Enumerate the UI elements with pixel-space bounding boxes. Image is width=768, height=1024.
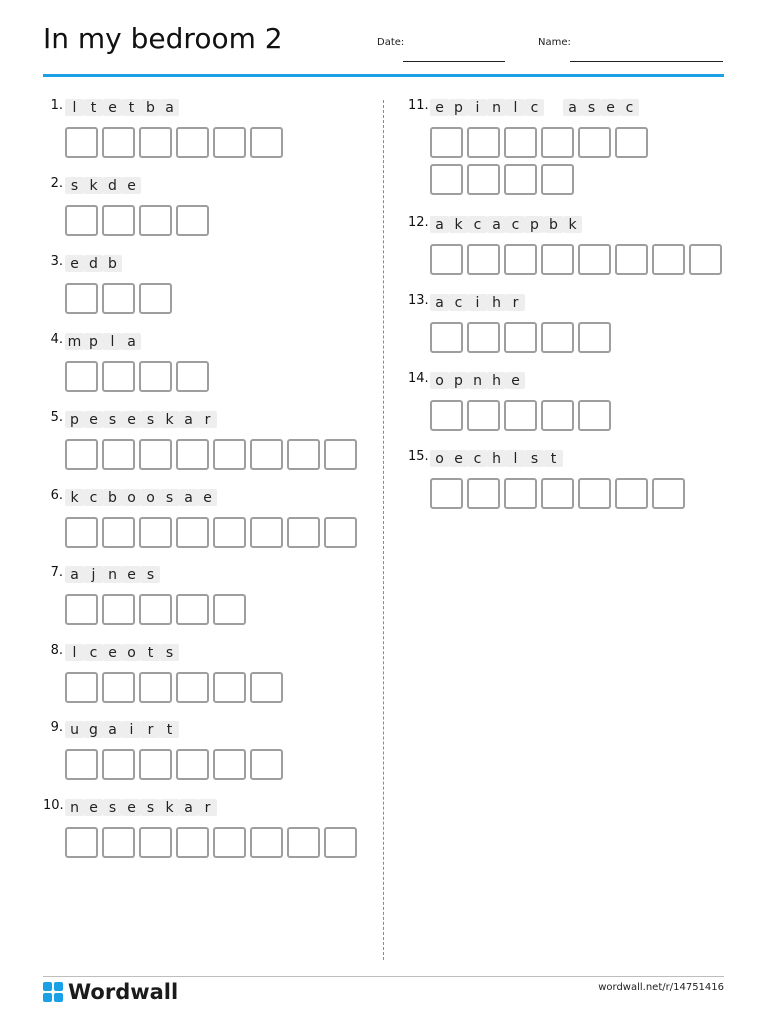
scrambled-letters	[65, 644, 179, 661]
item-number: 5.	[50, 410, 63, 425]
answer-boxes	[430, 244, 730, 275]
item-number: 3.	[50, 254, 63, 269]
answer-box[interactable]	[430, 164, 463, 195]
letter-tile: a	[487, 216, 506, 233]
letter-tile: b	[103, 489, 122, 506]
letter-tile: e	[84, 411, 103, 428]
letter-tile: n	[468, 372, 487, 389]
answer-box[interactable]	[430, 127, 463, 158]
answer-box[interactable]	[578, 127, 611, 158]
answer-boxes	[430, 400, 730, 431]
letter-tile: o	[430, 372, 449, 389]
answer-box[interactable]	[65, 205, 98, 236]
answer-box[interactable]	[467, 478, 500, 509]
answer-box[interactable]	[541, 322, 574, 353]
answer-box[interactable]	[139, 127, 172, 158]
letter-tile: s	[141, 566, 160, 583]
answer-boxes	[65, 517, 365, 548]
letter-tile: l	[506, 450, 525, 467]
letter-tile: e	[449, 450, 468, 467]
letter-tile: b	[544, 216, 563, 233]
letter-tile: c	[449, 294, 468, 311]
letter-tile: i	[468, 294, 487, 311]
letter-tile: a	[430, 294, 449, 311]
brand-name: Wordwall	[68, 980, 179, 1004]
letter-tile: t	[84, 99, 103, 116]
letter-tile: b	[141, 99, 160, 116]
answer-box[interactable]	[139, 672, 172, 703]
answer-box[interactable]	[467, 400, 500, 431]
letter-tile: s	[525, 450, 544, 467]
answer-box[interactable]	[102, 594, 135, 625]
letter-tile: c	[525, 99, 544, 116]
answer-box[interactable]	[430, 322, 463, 353]
letter-tile: s	[141, 799, 160, 816]
answer-box[interactable]	[324, 827, 357, 858]
letter-tile: e	[506, 372, 525, 389]
answer-box[interactable]	[430, 244, 463, 275]
letter-tile: e	[122, 411, 141, 428]
answer-box[interactable]	[615, 244, 648, 275]
letter-tile: a	[179, 799, 198, 816]
letter-tile: a	[160, 99, 179, 116]
answer-box[interactable]	[139, 517, 172, 548]
letter-tile: p	[449, 99, 468, 116]
scrambled-letters	[65, 333, 141, 350]
answer-box[interactable]	[65, 283, 98, 314]
letter-tile: l	[103, 333, 122, 350]
item-number: 14.	[408, 371, 429, 386]
answer-box[interactable]	[615, 127, 648, 158]
answer-box[interactable]	[176, 127, 209, 158]
answer-box[interactable]	[615, 478, 648, 509]
letter-tile: h	[487, 450, 506, 467]
letter-tile: i	[122, 721, 141, 738]
answer-box[interactable]	[213, 749, 246, 780]
answer-box[interactable]	[139, 594, 172, 625]
answer-box[interactable]	[213, 672, 246, 703]
letter-tile: d	[103, 177, 122, 194]
answer-box[interactable]	[467, 127, 500, 158]
name-field[interactable]	[570, 61, 723, 62]
letter-tile: c	[84, 489, 103, 506]
letter-tile: a	[179, 411, 198, 428]
letter-tile: s	[582, 99, 601, 116]
answer-box[interactable]	[541, 478, 574, 509]
scrambled-letters	[430, 99, 639, 116]
answer-box[interactable]	[578, 322, 611, 353]
letter-tile: d	[84, 255, 103, 272]
letter-tile: r	[198, 799, 217, 816]
letter-tile: c	[468, 216, 487, 233]
answer-box[interactable]	[541, 164, 574, 195]
letter-tile: k	[65, 489, 84, 506]
answer-box[interactable]	[176, 439, 209, 470]
answer-box[interactable]	[430, 478, 463, 509]
letter-tile: a	[122, 333, 141, 350]
letter-tile: s	[65, 177, 84, 194]
answer-box[interactable]	[287, 439, 320, 470]
answer-box[interactable]	[213, 439, 246, 470]
scrambled-letters	[430, 294, 525, 311]
letter-tile: b	[103, 255, 122, 272]
footer-divider	[43, 976, 724, 977]
letter-tile: k	[160, 411, 179, 428]
item-number: 7.	[50, 565, 63, 580]
letter-tile: g	[84, 721, 103, 738]
letter-tile: p	[525, 216, 544, 233]
answer-box[interactable]	[176, 827, 209, 858]
answer-boxes	[65, 361, 365, 392]
answer-box[interactable]	[324, 439, 357, 470]
letter-tile: t	[160, 721, 179, 738]
header-divider	[43, 74, 724, 77]
answer-box[interactable]	[102, 361, 135, 392]
letter-tile: k	[160, 799, 179, 816]
letter-tile: l	[506, 99, 525, 116]
answer-box[interactable]	[250, 517, 283, 548]
answer-box[interactable]	[65, 749, 98, 780]
answer-box[interactable]	[139, 749, 172, 780]
letter-tile: t	[141, 644, 160, 661]
letter-tile: r	[141, 721, 160, 738]
letter-tile: e	[122, 799, 141, 816]
letter-tile: e	[430, 99, 449, 116]
letter-tile: c	[620, 99, 639, 116]
item-number: 11.	[408, 98, 429, 113]
answer-box[interactable]	[65, 517, 98, 548]
item-number: 6.	[50, 488, 63, 503]
letter-tile: n	[65, 799, 84, 816]
letter-tile: o	[122, 644, 141, 661]
answer-box[interactable]	[102, 127, 135, 158]
answer-box[interactable]	[176, 594, 209, 625]
letter-tile: c	[84, 644, 103, 661]
answer-boxes	[430, 127, 654, 195]
letter-tile: l	[65, 99, 84, 116]
letter-tile: c	[468, 450, 487, 467]
answer-boxes	[65, 205, 365, 236]
answer-box[interactable]	[250, 827, 283, 858]
answer-boxes	[65, 439, 365, 470]
answer-box[interactable]	[139, 439, 172, 470]
answer-box[interactable]	[176, 205, 209, 236]
letter-tile: m	[65, 333, 84, 350]
answer-box[interactable]	[652, 244, 685, 275]
letter-tile: e	[198, 489, 217, 506]
answer-box[interactable]	[504, 400, 537, 431]
answer-box[interactable]	[541, 400, 574, 431]
letter-tile: o	[430, 450, 449, 467]
answer-box[interactable]	[176, 749, 209, 780]
letter-tile: a	[179, 489, 198, 506]
answer-box[interactable]	[250, 127, 283, 158]
answer-box[interactable]	[504, 127, 537, 158]
name-label: Name:	[538, 37, 571, 48]
date-label: Date:	[377, 37, 405, 48]
answer-box[interactable]	[504, 164, 537, 195]
scrambled-letters	[430, 216, 582, 233]
letter-tile: h	[487, 372, 506, 389]
answer-box[interactable]	[65, 361, 98, 392]
answer-boxes	[430, 322, 730, 353]
letter-tile: s	[103, 799, 122, 816]
answer-box[interactable]	[504, 322, 537, 353]
answer-box[interactable]	[430, 400, 463, 431]
answer-box[interactable]	[102, 205, 135, 236]
letter-tile: i	[468, 99, 487, 116]
letter-tile: k	[84, 177, 103, 194]
answer-box[interactable]	[504, 244, 537, 275]
letter-tile: k	[449, 216, 468, 233]
letter-tile	[544, 99, 563, 116]
letter-tile: p	[65, 411, 84, 428]
scrambled-letters	[65, 489, 217, 506]
answer-box[interactable]	[139, 361, 172, 392]
answer-boxes	[65, 749, 365, 780]
answer-box[interactable]	[102, 672, 135, 703]
letter-tile: o	[141, 489, 160, 506]
scrambled-letters	[65, 799, 217, 816]
letter-tile: e	[122, 566, 141, 583]
letter-tile: a	[65, 566, 84, 583]
answer-boxes	[65, 127, 365, 158]
answer-box[interactable]	[504, 478, 537, 509]
answer-box[interactable]	[467, 322, 500, 353]
answer-boxes	[430, 478, 730, 509]
answer-box[interactable]	[467, 244, 500, 275]
letter-tile: r	[506, 294, 525, 311]
item-number: 13.	[408, 293, 429, 308]
column-divider	[383, 100, 384, 960]
answer-box[interactable]	[176, 672, 209, 703]
letter-tile: e	[103, 644, 122, 661]
answer-box[interactable]	[102, 749, 135, 780]
answer-box[interactable]	[541, 244, 574, 275]
scrambled-letters	[430, 372, 525, 389]
answer-box[interactable]	[139, 827, 172, 858]
item-number: 12.	[408, 215, 429, 230]
answer-box[interactable]	[65, 439, 98, 470]
item-number: 2.	[50, 176, 63, 191]
answer-box[interactable]	[65, 827, 98, 858]
answer-box[interactable]	[652, 478, 685, 509]
page-title: In my bedroom 2	[43, 22, 283, 55]
letter-tile: e	[65, 255, 84, 272]
answer-box[interactable]	[250, 439, 283, 470]
answer-box[interactable]	[324, 517, 357, 548]
answer-boxes	[65, 672, 365, 703]
answer-box[interactable]	[139, 205, 172, 236]
answer-box[interactable]	[541, 127, 574, 158]
answer-box[interactable]	[250, 749, 283, 780]
letter-tile: h	[487, 294, 506, 311]
letter-tile: l	[65, 644, 84, 661]
scrambled-letters	[65, 177, 141, 194]
answer-box[interactable]	[467, 164, 500, 195]
item-number: 10.	[43, 798, 64, 813]
letter-tile: e	[122, 177, 141, 194]
item-number: 9.	[50, 720, 63, 735]
letter-tile: p	[84, 333, 103, 350]
answer-box[interactable]	[102, 827, 135, 858]
letter-tile: s	[160, 644, 179, 661]
letter-tile: o	[122, 489, 141, 506]
letter-tile: p	[449, 372, 468, 389]
answer-box[interactable]	[213, 594, 246, 625]
answer-boxes	[65, 827, 365, 858]
scrambled-letters	[65, 721, 179, 738]
answer-box[interactable]	[176, 361, 209, 392]
letter-tile: e	[601, 99, 620, 116]
letter-tile: a	[103, 721, 122, 738]
answer-box[interactable]	[65, 672, 98, 703]
answer-box[interactable]	[176, 517, 209, 548]
wordwall-logo-icon	[43, 982, 63, 1002]
answer-box[interactable]	[102, 439, 135, 470]
item-number: 8.	[50, 643, 63, 658]
answer-box[interactable]	[250, 672, 283, 703]
letter-tile: s	[103, 411, 122, 428]
wordwall-logo	[43, 980, 178, 1004]
answer-box[interactable]	[578, 400, 611, 431]
item-number: 1.	[50, 98, 63, 113]
answer-box[interactable]	[102, 517, 135, 548]
scrambled-letters	[65, 255, 122, 272]
item-number: 4.	[50, 332, 63, 347]
answer-box[interactable]	[287, 517, 320, 548]
letter-tile: a	[563, 99, 582, 116]
letter-tile: a	[430, 216, 449, 233]
answer-boxes	[65, 283, 365, 314]
letter-tile: r	[198, 411, 217, 428]
answer-box[interactable]	[689, 244, 722, 275]
item-number: 15.	[408, 449, 429, 464]
scrambled-letters	[65, 411, 217, 428]
letter-tile: n	[487, 99, 506, 116]
answer-boxes	[65, 594, 365, 625]
letter-tile: k	[563, 216, 582, 233]
scrambled-letters	[430, 450, 563, 467]
answer-box[interactable]	[213, 517, 246, 548]
footer-url: wordwall.net/r/14751416	[598, 982, 724, 993]
letter-tile: e	[84, 799, 103, 816]
answer-box[interactable]	[139, 283, 172, 314]
letter-tile: n	[103, 566, 122, 583]
answer-box[interactable]	[213, 127, 246, 158]
letter-tile: e	[103, 99, 122, 116]
scrambled-letters	[65, 566, 160, 583]
answer-box[interactable]	[102, 283, 135, 314]
answer-box[interactable]	[287, 827, 320, 858]
letter-tile: s	[141, 411, 160, 428]
letter-tile: c	[506, 216, 525, 233]
letter-tile: j	[84, 566, 103, 583]
letter-tile: u	[65, 721, 84, 738]
date-field[interactable]	[403, 61, 505, 62]
letter-tile: s	[160, 489, 179, 506]
answer-box[interactable]	[578, 244, 611, 275]
scrambled-letters	[65, 99, 179, 116]
answer-box[interactable]	[213, 827, 246, 858]
answer-box[interactable]	[65, 127, 98, 158]
letter-tile: t	[544, 450, 563, 467]
answer-box[interactable]	[578, 478, 611, 509]
answer-box[interactable]	[65, 594, 98, 625]
letter-tile: t	[122, 99, 141, 116]
